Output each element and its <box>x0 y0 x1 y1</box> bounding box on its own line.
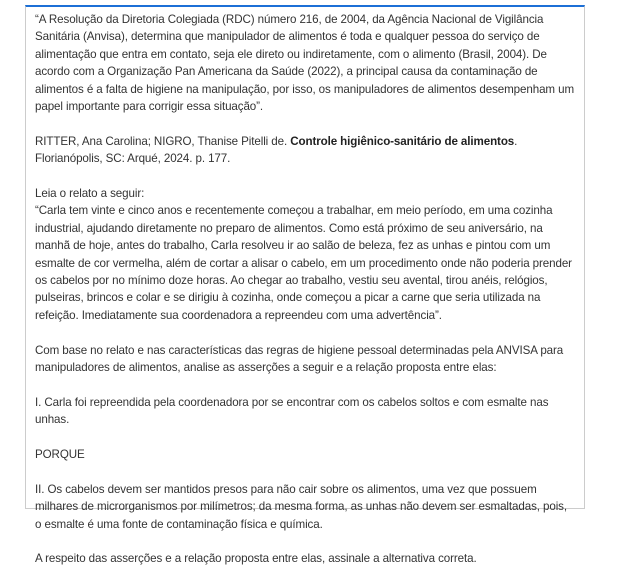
spacer <box>35 463 576 480</box>
spacer <box>35 115 576 132</box>
spacer <box>35 429 576 446</box>
reference-title: Controle higiênico-sanitário de alimentos <box>290 134 515 148</box>
prompt-text: A respeito das asserções e a relação proposta entre elas, assinale a alternativa correta. <box>35 552 477 566</box>
question-card <box>25 5 585 566</box>
spacer <box>35 324 576 341</box>
reference-rest: . Florianópolis, SC: Arqué, 2024. p. 177. <box>35 134 518 166</box>
reference-paragraph <box>35 133 576 168</box>
spacer <box>35 168 576 185</box>
spacer <box>35 533 576 550</box>
intro-text: Leia o relato a seguir: <box>35 187 145 201</box>
reference-authors: RITTER, Ana Carolina; NIGRO, Thanise Pitelli de. <box>35 134 291 148</box>
quote-paragraph: “A Resolução da Diretoria Colegiada (RDC) número 216, de 2004, da Agência Nacional de Vigilância Sanitária (Anvisa), determina que manipulador de alimentos é toda e qualquer pessoa do serviço de alimentação que entra em contato, seja ele direto ou indiretamente, com o alimento (Brasil, 2004). De acordo com a Organização Pan Americana da Saúde (2022), a principal causa da contaminação de alimentos é a falta de higiene na manipulação, por isso, os manipuladores de alimentos desempenham um papel importante para corrigir essa situação”. <box>35 13 574 114</box>
connector-text: PORQUE <box>35 448 85 462</box>
story-paragraph: “Carla tem vinte e cinco anos e recentemente começou a trabalhar, em meio período, em uma cozinha industrial, ajudando diretamente no preparo de alimentos. Como está próximo de seu aniversário, na manhã de hoje, antes do trabalho, Carla resolveu ir ao salão de beleza, fez as unhas e pintou com um esmalte de cor vermelha, além de cortar a alisar o cabelo, em um procedimento onde não poderia prender os cabelos por no mínimo doze horas. Ao chegar ao trabalho, vestiu seu avental, tirou anéis, relógios, pulseiras, brincos e colar e se dirigiu à cozinha, onde começou a picar a carne que seria utilizada na refeição. Imediatamente sua coordenadora a repreendeu com uma advertência”. <box>35 204 572 322</box>
instruction-paragraph: Com base no relato e nas características das regras de higiene pessoal determinadas pela ANVISA para manipuladores de alimentos, analise as asserções a seguir e a relação proposta entre elas: <box>35 343 564 375</box>
assertion-2: II. Os cabelos devem ser mantidos presos para não cair sobre os alimentos, uma vez que possuem milhares de microrganismos por milímetros; da mesma forma, as unhas não devem ser esmaltadas, pois, o esmalte é uma fonte de contaminação física e química. <box>35 482 568 531</box>
spacer <box>35 376 576 393</box>
assertion-1: I. Carla foi repreendida pela coordenadora por se encontrar com os cabelos soltos e com esmalte nas unhas. <box>35 395 549 427</box>
